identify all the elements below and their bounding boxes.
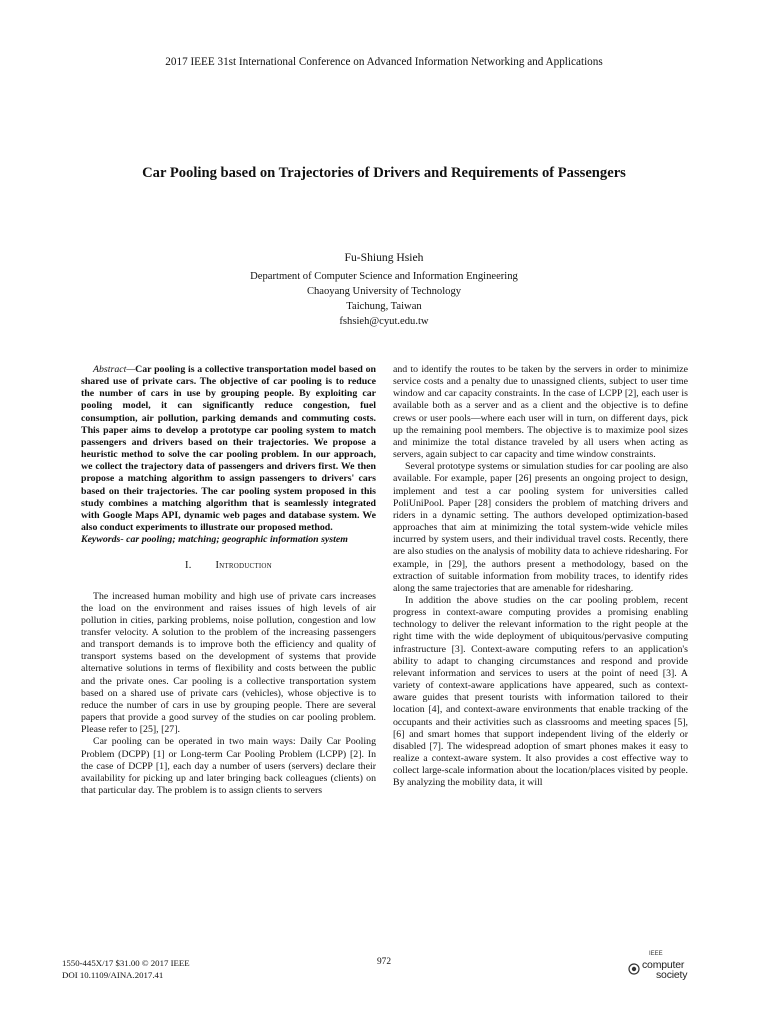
logo-computer-text: computer: [642, 959, 685, 971]
right-column: [393, 364, 688, 789]
abstract-text: Car pooling is a collective transportation model based on shared use of private cars. The objective of car pooling is to reduce the number of cars in use by grouping people. By exploiting car pooling model, it can significantly reduce congestion, fuel consumption, air pollution, parking demands and commuting costs. This paper aims to develop a prototype car pooling system to match passengers and drivers based on their trajectories. We propose a heuristic method to solve the car pooling problem. In our approach, we collect the trajectory data of passengers and drivers first. We then propose a matching algorithm to assign passengers to drivers' cars based on their trajectories. The car pooling system proposed in this study combines a matching algorithm that is seamlessly integrated with Google Maps API, dynamic web pages and database system. We also conduct experiments to illustrate our proposed method.: [81, 364, 376, 534]
abstract: [81, 364, 376, 534]
author-block: [0, 250, 768, 329]
abstract-label: Abstract—: [93, 364, 136, 375]
section-title: Introduction: [215, 560, 272, 572]
section-heading-introduction: [81, 560, 376, 572]
conference-header: 2017 IEEE 31st International Conference on Advanced Information Networking and Applications: [165, 56, 603, 68]
ieee-computer-society-logo: [626, 951, 706, 985]
paper-title: Car Pooling based on Trajectories of Drivers and Requirements of Passengers: [142, 165, 626, 181]
author-name: Fu-Shiung Hsieh: [344, 251, 424, 264]
author-university: Chaoyang University of Technology: [306, 286, 462, 297]
body-paragraph: and to identify the routes to be taken by the servers in order to minimize service costs and a penalty due to unassigned clients, subject to user time window and car capacity constraints. In the case of LCPP [2], each user is available both as a server and as a client and the objective is to define crews or user pools—where each user will in turn, on different days, pick up the remaining pool members. The objective is to maximize pool sizes and minimize the total distance traveled by all users when acting as servers, again subject to car capacity and time window constraints.: [393, 364, 688, 461]
section-number: I.: [185, 560, 192, 572]
footer-copyright: 1550-445X/17 $31.00 © 2017 IEEE: [62, 958, 190, 968]
body-paragraph: In addition the above studies on the car pooling problem, recent progress in context-aware computing provides a promising enabling technology to deliver the relevant information to the right people at the right time with the wide deployment of ubiquitous/pervasive computing infrastructure [3]. Context-aware computing refers to an application's ability to adapt to changing circumstances and respond and provide relevant information and services to users at the point of need [3]. A variety of context-aware applications have appeared, such as context-aware guides that present tourists with information tailored to their location [4], and context-aware environments that enable tracking of the occupants and their activities such as classrooms and meeting spaces [5], [6] and smart homes that support independent living of the elderly or disabled [7]. The widespread adoption of smart phones makes it easy to realize a context-aware system. It also provides a cost effective way to collect large-scale information about the location/places visited by people. By analyzing the mobility data, it will: [393, 594, 688, 789]
logo-society-text: society: [656, 969, 688, 981]
body-paragraph: Several prototype systems or simulation studies for car pooling are also available. For example, paper [26] presents an ongoing project to design, implement and test a car pooling system for universities called PoliUniPool. Paper [28] considers the problem of matching drivers and riders in a dynamic setting. The authors developed optimization-based approaches that aim at minimizing the total system-wide vehicle miles incurred by system users, and their individual travel costs. Recently, there are also studies on the analysis of mobility data to achieve ridesharing. For example, in [29], the authors present a methodology, based on the extraction of suitable information from mobility traces, to identify rides along the same trajectories that are amenable for ridesharing.: [393, 461, 688, 594]
author-department: Department of Computer Science and Information Engineering: [250, 271, 518, 282]
keywords: Keywords- car pooling; matching; geographic information system: [81, 534, 348, 546]
footer-doi: DOI 10.1109/AINA.2017.41: [62, 970, 164, 980]
body-paragraph: Car pooling can be operated in two main ways: Daily Car Pooling Problem (DCPP) [1] or Long-term Car Pooling Problem (LCPP) [2]. In the case of DCPP [1], each day a number of users (servers) declare their availability for picking up and later bringing back colleagues (clients) on that particular day. The problem is to assign clients to servers: [81, 736, 376, 796]
author-email: fshsieh@cyut.edu.tw: [339, 316, 429, 327]
author-location: Taichung, Taiwan: [346, 301, 422, 312]
page-number: 972: [376, 957, 392, 967]
logo-mark-icon: [628, 963, 640, 975]
body-paragraph: The increased human mobility and high use of private cars increases the load on the environment and raises issues of high levels of air pollution in cities, parking problems, noise pollution, congestion and low transfer velocity. A solution to the problem of the increasing passengers and transport demands is to improve both the efficiency and quality of transport systems based on the development of systems that provide alternative solutions in terms of flexibility and costs between the public and the private ones. Car pooling is a collective transportation system based on a shared use of private cars (vehicles), whose objective is to reduce the number of cars in use by grouping people. There are several papers that provide a good survey of the studies on car pooling problem. Please refer to [25], [27].: [81, 590, 376, 736]
logo-ieee-text: IEEE: [649, 951, 663, 957]
left-column: [81, 364, 376, 797]
